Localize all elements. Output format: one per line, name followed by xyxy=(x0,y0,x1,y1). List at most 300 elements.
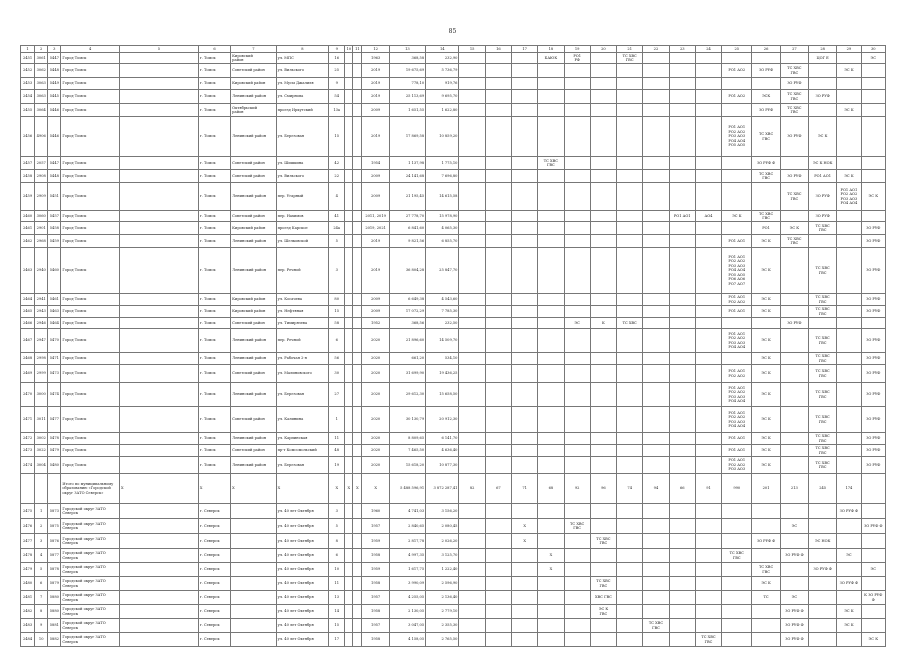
table-cell: 2009 xyxy=(362,183,389,211)
table-cell xyxy=(643,104,669,117)
table-cell: 1960 xyxy=(362,504,389,519)
table-cell xyxy=(695,104,721,117)
table-cell: Советский район xyxy=(231,318,276,329)
table-cell: Советский район xyxy=(231,64,276,78)
table-cell xyxy=(617,211,643,222)
table-cell xyxy=(722,619,752,633)
table-cell xyxy=(345,577,353,591)
table-cell xyxy=(512,504,538,519)
table-cell: г. Томск xyxy=(198,365,230,383)
table-cell: ЗО РУФ xyxy=(780,117,808,157)
table-cell: 15 xyxy=(329,117,345,157)
table-cell xyxy=(590,504,616,519)
table-cell xyxy=(353,445,362,457)
table-cell xyxy=(861,534,885,549)
table-cell xyxy=(780,534,808,549)
table-cell: ул. Березовая xyxy=(276,117,329,157)
table-cell: г. Северск xyxy=(198,633,230,647)
table-cell xyxy=(590,53,616,64)
table-cell: г. Северск xyxy=(198,534,230,549)
table-cell: 36 804,28 xyxy=(389,248,425,294)
column-number: 12 xyxy=(362,46,389,53)
table-cell: 1 775,10 xyxy=(426,157,459,170)
table-cell: 1958 xyxy=(362,633,389,647)
table-cell: 25 xyxy=(329,64,345,78)
table-cell xyxy=(538,504,564,519)
table-cell: 2941 xyxy=(35,294,48,306)
table-cell xyxy=(837,117,861,157)
table-cell xyxy=(643,445,669,457)
table-cell: г. Томск xyxy=(198,294,230,306)
table-cell: 6 649,38 xyxy=(389,294,425,306)
table-cell xyxy=(590,157,616,170)
table-cell: 4 543,60 xyxy=(426,294,459,306)
table-cell: 5445 xyxy=(48,90,61,104)
table-cell: ТС ХВС ГВС xyxy=(809,383,837,407)
table-cell: 10 xyxy=(35,633,48,647)
table-cell: 7 696,80 xyxy=(426,170,459,183)
table-cell: 29 612,30 xyxy=(389,383,425,407)
table-cell: 82 xyxy=(459,474,485,504)
table-cell: пр-т Комсомольский xyxy=(276,445,329,457)
table-cell xyxy=(643,183,669,211)
table-cell: 3060 xyxy=(35,211,48,222)
table-cell: РО1 АО1 РО2 АО2 РО3 АО3 РО4 АО4 xyxy=(837,183,861,211)
table-cell xyxy=(780,353,808,365)
table-cell: 1954 xyxy=(362,157,389,170)
table-cell xyxy=(564,211,590,222)
table-cell: ЭС К НОК xyxy=(809,157,837,170)
table-cell: 2454 xyxy=(21,90,35,104)
table-row xyxy=(21,248,886,294)
table-cell xyxy=(617,170,643,183)
table-cell xyxy=(512,90,538,104)
table-cell xyxy=(231,504,276,519)
table-cell: ТС ХВС ГВС xyxy=(809,445,837,457)
table-cell: ЗО РУФ xyxy=(861,457,885,474)
table-cell xyxy=(617,306,643,318)
column-number: 19 xyxy=(564,46,590,53)
table-cell: 94 xyxy=(643,474,669,504)
table-cell xyxy=(695,329,721,353)
table-cell: 232,90 xyxy=(426,53,459,64)
table-cell: 5447 xyxy=(48,53,61,64)
table-cell xyxy=(512,457,538,474)
table-cell xyxy=(837,306,861,318)
table-cell xyxy=(837,563,861,577)
table-cell xyxy=(485,329,511,353)
table-cell: 11 xyxy=(329,577,345,591)
table-cell xyxy=(459,183,485,211)
table-cell: Ленинский район xyxy=(231,117,276,157)
table-cell xyxy=(722,222,752,235)
table-cell: 21 896,60 xyxy=(389,329,425,353)
table-cell: 2477 xyxy=(21,534,35,549)
table-cell xyxy=(459,53,485,64)
table-cell xyxy=(485,457,511,474)
table-cell: 1958 xyxy=(362,605,389,619)
table-cell: Город Томск xyxy=(61,383,120,407)
table-cell: РО1 АО1 РО2 АО2 РО3 АО3 РО4 АО4 xyxy=(722,407,752,433)
table-cell: ЗО РУФ xyxy=(780,170,808,183)
table-cell xyxy=(485,563,511,577)
table-cell: пер. Речной xyxy=(276,329,329,353)
table-cell: 6 841,60 xyxy=(389,222,425,235)
table-cell: ТС ХВС ГВС xyxy=(809,365,837,383)
table-cell: 5470 xyxy=(48,329,61,353)
table-cell xyxy=(564,504,590,519)
table-cell xyxy=(459,222,485,235)
table-cell xyxy=(590,549,616,563)
table-cell: 2452 xyxy=(21,64,35,78)
table-cell: ЗО РУФ xyxy=(780,318,808,329)
table-cell: г. Томск xyxy=(198,222,230,235)
table-cell: 2484 xyxy=(21,633,35,647)
table-cell: ЭС К xyxy=(837,104,861,117)
table-cell xyxy=(669,519,695,534)
table-cell xyxy=(695,117,721,157)
table-cell xyxy=(120,329,199,353)
table-cell xyxy=(485,306,511,318)
table-cell xyxy=(353,211,362,222)
table-cell xyxy=(538,329,564,353)
table-cell xyxy=(538,78,564,90)
table-cell xyxy=(780,563,808,577)
table-cell: 67 xyxy=(485,474,511,504)
table-cell xyxy=(512,549,538,563)
table-cell: 2943 xyxy=(35,306,48,318)
table-cell xyxy=(459,605,485,619)
table-cell: 1957 xyxy=(362,591,389,605)
table-cell xyxy=(353,64,362,78)
table-cell xyxy=(512,306,538,318)
table-cell xyxy=(722,534,752,549)
table-cell: 5473 xyxy=(48,365,61,383)
table-cell: Город Томск xyxy=(61,183,120,211)
table-cell: 19 436,25 xyxy=(426,365,459,383)
table-cell: 3062 xyxy=(35,64,48,78)
table-cell: 92 xyxy=(564,474,590,504)
table-cell xyxy=(120,577,199,591)
table-cell xyxy=(695,64,721,78)
table-cell: 2474 xyxy=(21,457,35,474)
table-cell xyxy=(345,78,353,90)
page-number: 85 xyxy=(448,28,457,35)
table-cell: Городской округ ЗАТО Северск xyxy=(61,504,120,519)
table-cell xyxy=(564,170,590,183)
table-row xyxy=(21,294,886,306)
table-cell xyxy=(353,78,362,90)
table-cell: г. Томск xyxy=(198,183,230,211)
table-cell xyxy=(538,222,564,235)
table-cell: 5480 xyxy=(48,457,61,474)
table-cell xyxy=(590,104,616,117)
table-cell xyxy=(459,407,485,433)
table-cell: 5 736,79 xyxy=(426,64,459,78)
table-cell: Город Томск xyxy=(61,353,120,365)
table-cell xyxy=(353,365,362,383)
table-cell xyxy=(780,504,808,519)
table-cell: ул. 40 лет Октября xyxy=(276,577,329,591)
table-cell xyxy=(837,248,861,294)
column-number-row xyxy=(21,46,886,53)
table-cell: 5477 xyxy=(48,407,61,433)
table-cell: 25 847,70 xyxy=(426,248,459,294)
table-cell xyxy=(512,605,538,619)
table-cell: РО1 АО2 xyxy=(722,90,752,104)
table-cell xyxy=(643,605,669,619)
table-cell xyxy=(459,294,485,306)
table-cell: ЗО РУФ xyxy=(809,183,837,211)
table-cell xyxy=(861,504,885,519)
table-cell: 2011, 2019 xyxy=(362,211,389,222)
table-cell: 2467 xyxy=(21,329,35,353)
table-cell: 2019 xyxy=(362,117,389,157)
table-cell xyxy=(643,248,669,294)
table-cell: ЗО РУФ Ф xyxy=(837,504,861,519)
table-row xyxy=(21,474,886,504)
table-cell: 3 xyxy=(329,248,345,294)
table-cell: ЭС К xyxy=(809,117,837,157)
table-cell: 2020 xyxy=(362,445,389,457)
table-cell xyxy=(669,365,695,383)
table-cell xyxy=(459,445,485,457)
table-cell: 3000 xyxy=(35,383,48,407)
table-cell: ЭС К xyxy=(752,457,780,474)
table-cell: ТС ХВС ГВС xyxy=(780,183,808,211)
table-cell: ЭС xyxy=(861,563,885,577)
table-cell xyxy=(695,605,721,619)
table-cell: 3011 xyxy=(35,407,48,433)
table-cell xyxy=(485,117,511,157)
table-cell xyxy=(485,365,511,383)
table-cell xyxy=(669,90,695,104)
table-cell xyxy=(722,504,752,519)
table-row xyxy=(21,563,886,577)
table-cell: ЗО РУФ Ф xyxy=(861,519,885,534)
table-cell xyxy=(590,64,616,78)
table-cell xyxy=(617,591,643,605)
table-cell: РО1 АО1 РО2 АО2 РО3 АО3 РО4 АО4 xyxy=(722,329,752,353)
table-cell: 2469 xyxy=(21,365,35,383)
table-cell: Х xyxy=(345,474,353,504)
table-cell xyxy=(345,248,353,294)
table-cell: 2483 xyxy=(21,619,35,633)
table-cell xyxy=(861,64,885,78)
table-cell xyxy=(345,549,353,563)
table-cell xyxy=(120,183,199,211)
table-cell xyxy=(485,318,511,329)
table-cell: Кировский район xyxy=(231,306,276,318)
table-cell xyxy=(485,433,511,445)
table-cell xyxy=(120,504,199,519)
table-cell xyxy=(722,183,752,211)
table-cell: Ленинский район xyxy=(231,353,276,365)
table-cell xyxy=(809,78,837,90)
table-cell: 3 990,09 xyxy=(389,577,425,591)
table-cell: Х xyxy=(198,474,230,504)
table-cell: Ленинский район xyxy=(231,383,276,407)
table-cell: Город Томск xyxy=(61,318,120,329)
table-cell: ТС ХВС ГВС xyxy=(809,294,837,306)
table-cell xyxy=(353,534,362,549)
table-cell: 24 141,68 xyxy=(389,170,425,183)
table-cell: ул. Смирнова xyxy=(276,90,329,104)
table-cell xyxy=(459,117,485,157)
table-cell xyxy=(512,433,538,445)
table-cell xyxy=(459,318,485,329)
table-cell xyxy=(120,222,199,235)
table-cell: Город Томск xyxy=(61,90,120,104)
table-cell xyxy=(231,563,276,577)
table-cell: ЗО РУФ xyxy=(861,433,885,445)
table-cell: 2968 xyxy=(35,235,48,248)
table-cell xyxy=(780,365,808,383)
table-row xyxy=(21,534,886,549)
table-cell xyxy=(780,445,808,457)
table-cell xyxy=(695,78,721,90)
table-cell xyxy=(353,170,362,183)
table-cell xyxy=(459,248,485,294)
table-cell xyxy=(695,445,721,457)
table-cell: 5880 xyxy=(48,591,61,605)
table-cell: 990 xyxy=(722,474,752,504)
table-row xyxy=(21,329,886,353)
table-cell xyxy=(564,353,590,365)
table-cell: 1 651,55 xyxy=(389,104,425,117)
table-cell: ЭС К xyxy=(752,353,780,365)
table-cell: 2019 xyxy=(362,78,389,90)
table-cell xyxy=(617,365,643,383)
table-cell xyxy=(353,353,362,365)
table-cell xyxy=(643,64,669,78)
table-cell xyxy=(345,563,353,577)
table-cell xyxy=(617,619,643,633)
table-row xyxy=(21,457,886,474)
table-cell xyxy=(564,235,590,248)
table-row xyxy=(21,183,886,211)
table-cell xyxy=(485,534,511,549)
table-cell: ЗО РУФ xyxy=(861,248,885,294)
table-cell: г. Томск xyxy=(198,117,230,157)
table-cell: ЭС xyxy=(780,591,808,605)
table-cell xyxy=(669,433,695,445)
table-cell xyxy=(353,90,362,104)
table-cell xyxy=(512,563,538,577)
table-cell: Городской округ ЗАТО Северск xyxy=(61,577,120,591)
table-cell xyxy=(590,329,616,353)
table-cell xyxy=(120,619,199,633)
table-cell xyxy=(485,78,511,90)
table-row xyxy=(21,433,886,445)
table-cell xyxy=(485,248,511,294)
table-row xyxy=(21,222,886,235)
table-cell xyxy=(231,591,276,605)
table-cell xyxy=(643,235,669,248)
table-cell xyxy=(564,445,590,457)
table-cell xyxy=(669,53,695,64)
table-row xyxy=(21,619,886,633)
table-cell xyxy=(345,90,353,104)
table-cell: 4 xyxy=(35,549,48,563)
table-cell: г. Томск xyxy=(198,53,230,64)
table-cell xyxy=(120,365,199,383)
table-cell xyxy=(353,591,362,605)
table-cell: ЗО РУФ xyxy=(752,64,780,78)
table-cell xyxy=(353,563,362,577)
table-cell xyxy=(780,306,808,318)
table-cell xyxy=(485,235,511,248)
table-cell xyxy=(564,457,590,474)
table-cell: ЗО РУФ Ф xyxy=(780,549,808,563)
table-row xyxy=(21,306,886,318)
table-cell xyxy=(643,329,669,353)
table-cell: 2466 xyxy=(21,318,35,329)
table-cell xyxy=(353,104,362,117)
table-cell: Город Томск xyxy=(61,211,120,222)
table-cell: ЭС xyxy=(861,53,885,64)
table-cell: 54 xyxy=(329,90,345,104)
table-cell: 7 785,30 xyxy=(426,306,459,318)
table-cell: 5880 xyxy=(48,605,61,619)
table-cell xyxy=(564,104,590,117)
table-cell xyxy=(564,306,590,318)
table-cell: Ленинский район xyxy=(231,457,276,474)
table-cell xyxy=(617,329,643,353)
table-cell: ТС ХВС ГВС xyxy=(752,117,780,157)
table-cell xyxy=(643,534,669,549)
table-cell xyxy=(538,605,564,619)
table-cell: ул. Рабочая 2-я xyxy=(276,353,329,365)
table-cell xyxy=(669,170,695,183)
table-cell: ТС ХВС ГВС xyxy=(809,407,837,433)
table-cell xyxy=(485,619,511,633)
table-cell: ул. Вильского xyxy=(276,170,329,183)
table-cell: 2019 xyxy=(362,90,389,104)
table-cell: РО1 АО1 xyxy=(722,445,752,457)
table-cell: 201 xyxy=(752,474,780,504)
table-cell: 14 xyxy=(329,605,345,619)
table-row xyxy=(21,353,886,365)
table-cell xyxy=(617,90,643,104)
table-cell: пер. Угарный xyxy=(276,183,329,211)
table-cell xyxy=(459,104,485,117)
table-row xyxy=(21,117,886,157)
column-number: 9 xyxy=(329,46,345,53)
table-cell xyxy=(837,211,861,222)
table-cell: 5877 xyxy=(48,549,61,563)
table-cell: ХВС ГВС xyxy=(590,591,616,605)
table-cell: Октябрьский район xyxy=(231,104,276,117)
table-cell xyxy=(669,294,695,306)
table-cell xyxy=(669,577,695,591)
table-cell xyxy=(669,235,695,248)
table-cell xyxy=(512,117,538,157)
table-cell xyxy=(780,157,808,170)
table-cell: 2 xyxy=(35,519,48,534)
table-cell xyxy=(752,78,780,90)
table-cell: Ленинский район xyxy=(231,183,276,211)
table-cell xyxy=(353,329,362,353)
table-cell: РО1 xyxy=(752,222,780,235)
table-cell: 5463 xyxy=(48,306,61,318)
table-cell: Х xyxy=(276,474,329,504)
table-cell xyxy=(590,222,616,235)
table-cell xyxy=(485,605,511,619)
table-cell: 1 137,98 xyxy=(389,157,425,170)
table-cell xyxy=(695,519,721,534)
table-cell: ТС ХВС ГВС xyxy=(780,90,808,104)
